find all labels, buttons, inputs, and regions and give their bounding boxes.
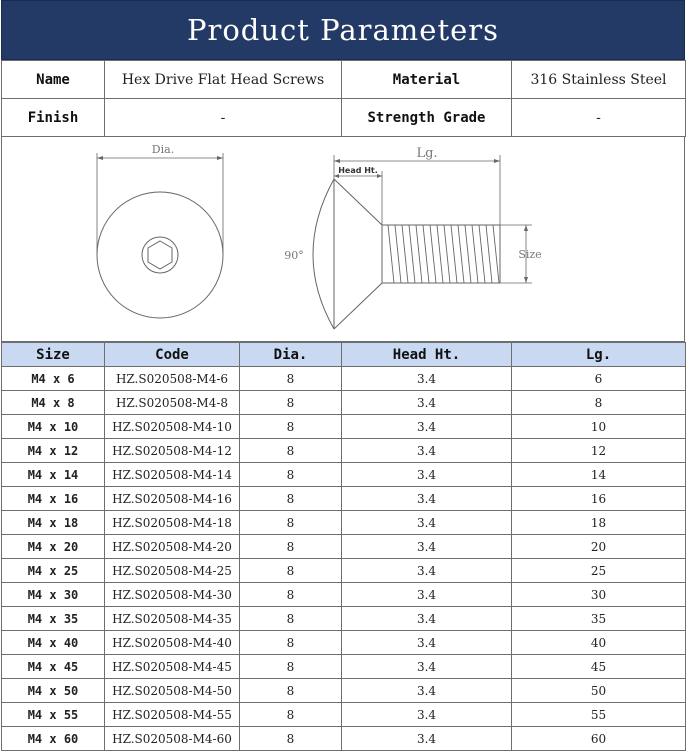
cell-code: HZ.S020508-M4-20 xyxy=(105,535,240,559)
cell-code: HZ.S020508-M4-50 xyxy=(105,679,240,703)
cell-size: M4 x 8 xyxy=(2,391,105,415)
name-value: Hex Drive Flat Head Screws xyxy=(105,61,342,99)
cell-dia: 8 xyxy=(240,679,342,703)
cell-head-ht: 3.4 xyxy=(342,487,512,511)
cell-size: M4 x 55 xyxy=(2,703,105,727)
table-row xyxy=(2,559,686,583)
cell-dia: 8 xyxy=(240,463,342,487)
table-row xyxy=(2,655,686,679)
screw-diagram xyxy=(2,137,684,341)
cell-size: M4 x 18 xyxy=(2,511,105,535)
cell-code: HZ.S020508-M4-55 xyxy=(105,703,240,727)
top-view xyxy=(97,153,223,318)
cell-lg: 60 xyxy=(512,727,686,751)
cell-lg: 40 xyxy=(512,631,686,655)
table-row xyxy=(2,607,686,631)
cell-lg: 10 xyxy=(512,415,686,439)
angle-label: 90° xyxy=(284,249,304,262)
cell-head-ht: 3.4 xyxy=(342,679,512,703)
cell-size: M4 x 16 xyxy=(2,487,105,511)
cell-dia: 8 xyxy=(240,727,342,751)
cell-head-ht: 3.4 xyxy=(342,415,512,439)
cell-dia: 8 xyxy=(240,487,342,511)
dia-label: Dia. xyxy=(151,143,175,156)
thread-pattern xyxy=(388,225,499,283)
cell-size: M4 x 14 xyxy=(2,463,105,487)
col-header-dia: Dia. xyxy=(240,343,342,367)
cell-lg: 8 xyxy=(512,391,686,415)
material-label: Material xyxy=(342,61,512,99)
cell-size: M4 x 30 xyxy=(2,583,105,607)
table-row xyxy=(2,439,686,463)
spec-row-finish xyxy=(2,99,686,137)
cell-head-ht: 3.4 xyxy=(342,583,512,607)
cell-dia: 8 xyxy=(240,415,342,439)
cell-size: M4 x 40 xyxy=(2,631,105,655)
cell-head-ht: 3.4 xyxy=(342,535,512,559)
cell-lg: 45 xyxy=(512,655,686,679)
cell-size: M4 x 50 xyxy=(2,679,105,703)
cell-head-ht: 3.4 xyxy=(342,607,512,631)
col-header-code: Code xyxy=(105,343,240,367)
cell-head-ht: 3.4 xyxy=(342,439,512,463)
cell-lg: 35 xyxy=(512,607,686,631)
cell-size: M4 x 25 xyxy=(2,559,105,583)
material-value: 316 Stainless Steel xyxy=(512,61,686,99)
cell-code: HZ.S020508-M4-35 xyxy=(105,607,240,631)
cell-dia: 8 xyxy=(240,367,342,391)
table-row xyxy=(2,583,686,607)
cell-lg: 18 xyxy=(512,511,686,535)
side-view xyxy=(313,155,532,329)
cell-code: HZ.S020508-M4-16 xyxy=(105,487,240,511)
table-row xyxy=(2,391,686,415)
head-ht-label: Head Ht. xyxy=(338,166,378,175)
spec-table xyxy=(1,60,686,137)
finish-value: - xyxy=(105,99,342,137)
strength-grade-value: - xyxy=(512,99,686,137)
cell-size: M4 x 45 xyxy=(2,655,105,679)
cell-lg: 12 xyxy=(512,439,686,463)
table-row xyxy=(2,679,686,703)
product-sheet xyxy=(1,0,685,751)
finish-label: Finish xyxy=(2,99,105,137)
cell-code: HZ.S020508-M4-6 xyxy=(105,367,240,391)
cell-dia: 8 xyxy=(240,559,342,583)
cell-head-ht: 3.4 xyxy=(342,631,512,655)
cell-dia: 8 xyxy=(240,607,342,631)
cell-code: HZ.S020508-M4-30 xyxy=(105,583,240,607)
technical-drawing xyxy=(1,137,685,342)
cell-lg: 25 xyxy=(512,559,686,583)
name-label: Name xyxy=(2,61,105,99)
table-header-row xyxy=(2,343,686,367)
head-circle xyxy=(97,192,223,318)
cell-lg: 30 xyxy=(512,583,686,607)
cell-size: M4 x 12 xyxy=(2,439,105,463)
cell-dia: 8 xyxy=(240,391,342,415)
table-row xyxy=(2,535,686,559)
table-row xyxy=(2,463,686,487)
col-header-head-ht: Head Ht. xyxy=(342,343,512,367)
cell-head-ht: 3.4 xyxy=(342,367,512,391)
cell-dia: 8 xyxy=(240,511,342,535)
page-title: Product Parameters xyxy=(1,0,685,60)
cell-code: HZ.S020508-M4-12 xyxy=(105,439,240,463)
cell-head-ht: 3.4 xyxy=(342,463,512,487)
cell-dia: 8 xyxy=(240,631,342,655)
cell-code: HZ.S020508-M4-40 xyxy=(105,631,240,655)
size-label: Size xyxy=(518,248,542,261)
table-row xyxy=(2,727,686,751)
cell-dia: 8 xyxy=(240,439,342,463)
cell-lg: 20 xyxy=(512,535,686,559)
strength-grade-label: Strength Grade xyxy=(342,99,512,137)
table-row xyxy=(2,415,686,439)
cell-dia: 8 xyxy=(240,583,342,607)
table-row xyxy=(2,631,686,655)
table-row xyxy=(2,367,686,391)
cell-code: HZ.S020508-M4-18 xyxy=(105,511,240,535)
table-row xyxy=(2,703,686,727)
cell-lg: 16 xyxy=(512,487,686,511)
head-profile xyxy=(313,179,334,329)
table-row xyxy=(2,487,686,511)
cell-head-ht: 3.4 xyxy=(342,559,512,583)
cell-head-ht: 3.4 xyxy=(342,391,512,415)
hex-socket-icon xyxy=(148,241,172,269)
cell-dia: 8 xyxy=(240,703,342,727)
cell-code: HZ.S020508-M4-10 xyxy=(105,415,240,439)
spec-row-name xyxy=(2,61,686,99)
cell-size: M4 x 20 xyxy=(2,535,105,559)
dimension-table xyxy=(1,342,686,751)
cell-size: M4 x 35 xyxy=(2,607,105,631)
cell-code: HZ.S020508-M4-60 xyxy=(105,727,240,751)
cell-size: M4 x 10 xyxy=(2,415,105,439)
cell-dia: 8 xyxy=(240,535,342,559)
lg-label: Lg. xyxy=(416,146,438,161)
cell-code: HZ.S020508-M4-14 xyxy=(105,463,240,487)
cell-dia: 8 xyxy=(240,655,342,679)
col-header-size: Size xyxy=(2,343,105,367)
cell-head-ht: 3.4 xyxy=(342,727,512,751)
cell-size: M4 x 6 xyxy=(2,367,105,391)
cell-head-ht: 3.4 xyxy=(342,655,512,679)
cell-lg: 55 xyxy=(512,703,686,727)
cell-lg: 6 xyxy=(512,367,686,391)
hex-socket-circle xyxy=(142,237,178,273)
cell-lg: 14 xyxy=(512,463,686,487)
cell-head-ht: 3.4 xyxy=(342,703,512,727)
cell-code: HZ.S020508-M4-25 xyxy=(105,559,240,583)
cell-code: HZ.S020508-M4-45 xyxy=(105,655,240,679)
cell-lg: 50 xyxy=(512,679,686,703)
cell-head-ht: 3.4 xyxy=(342,511,512,535)
table-row xyxy=(2,511,686,535)
cell-code: HZ.S020508-M4-8 xyxy=(105,391,240,415)
cell-size: M4 x 60 xyxy=(2,727,105,751)
col-header-lg: Lg. xyxy=(512,343,686,367)
